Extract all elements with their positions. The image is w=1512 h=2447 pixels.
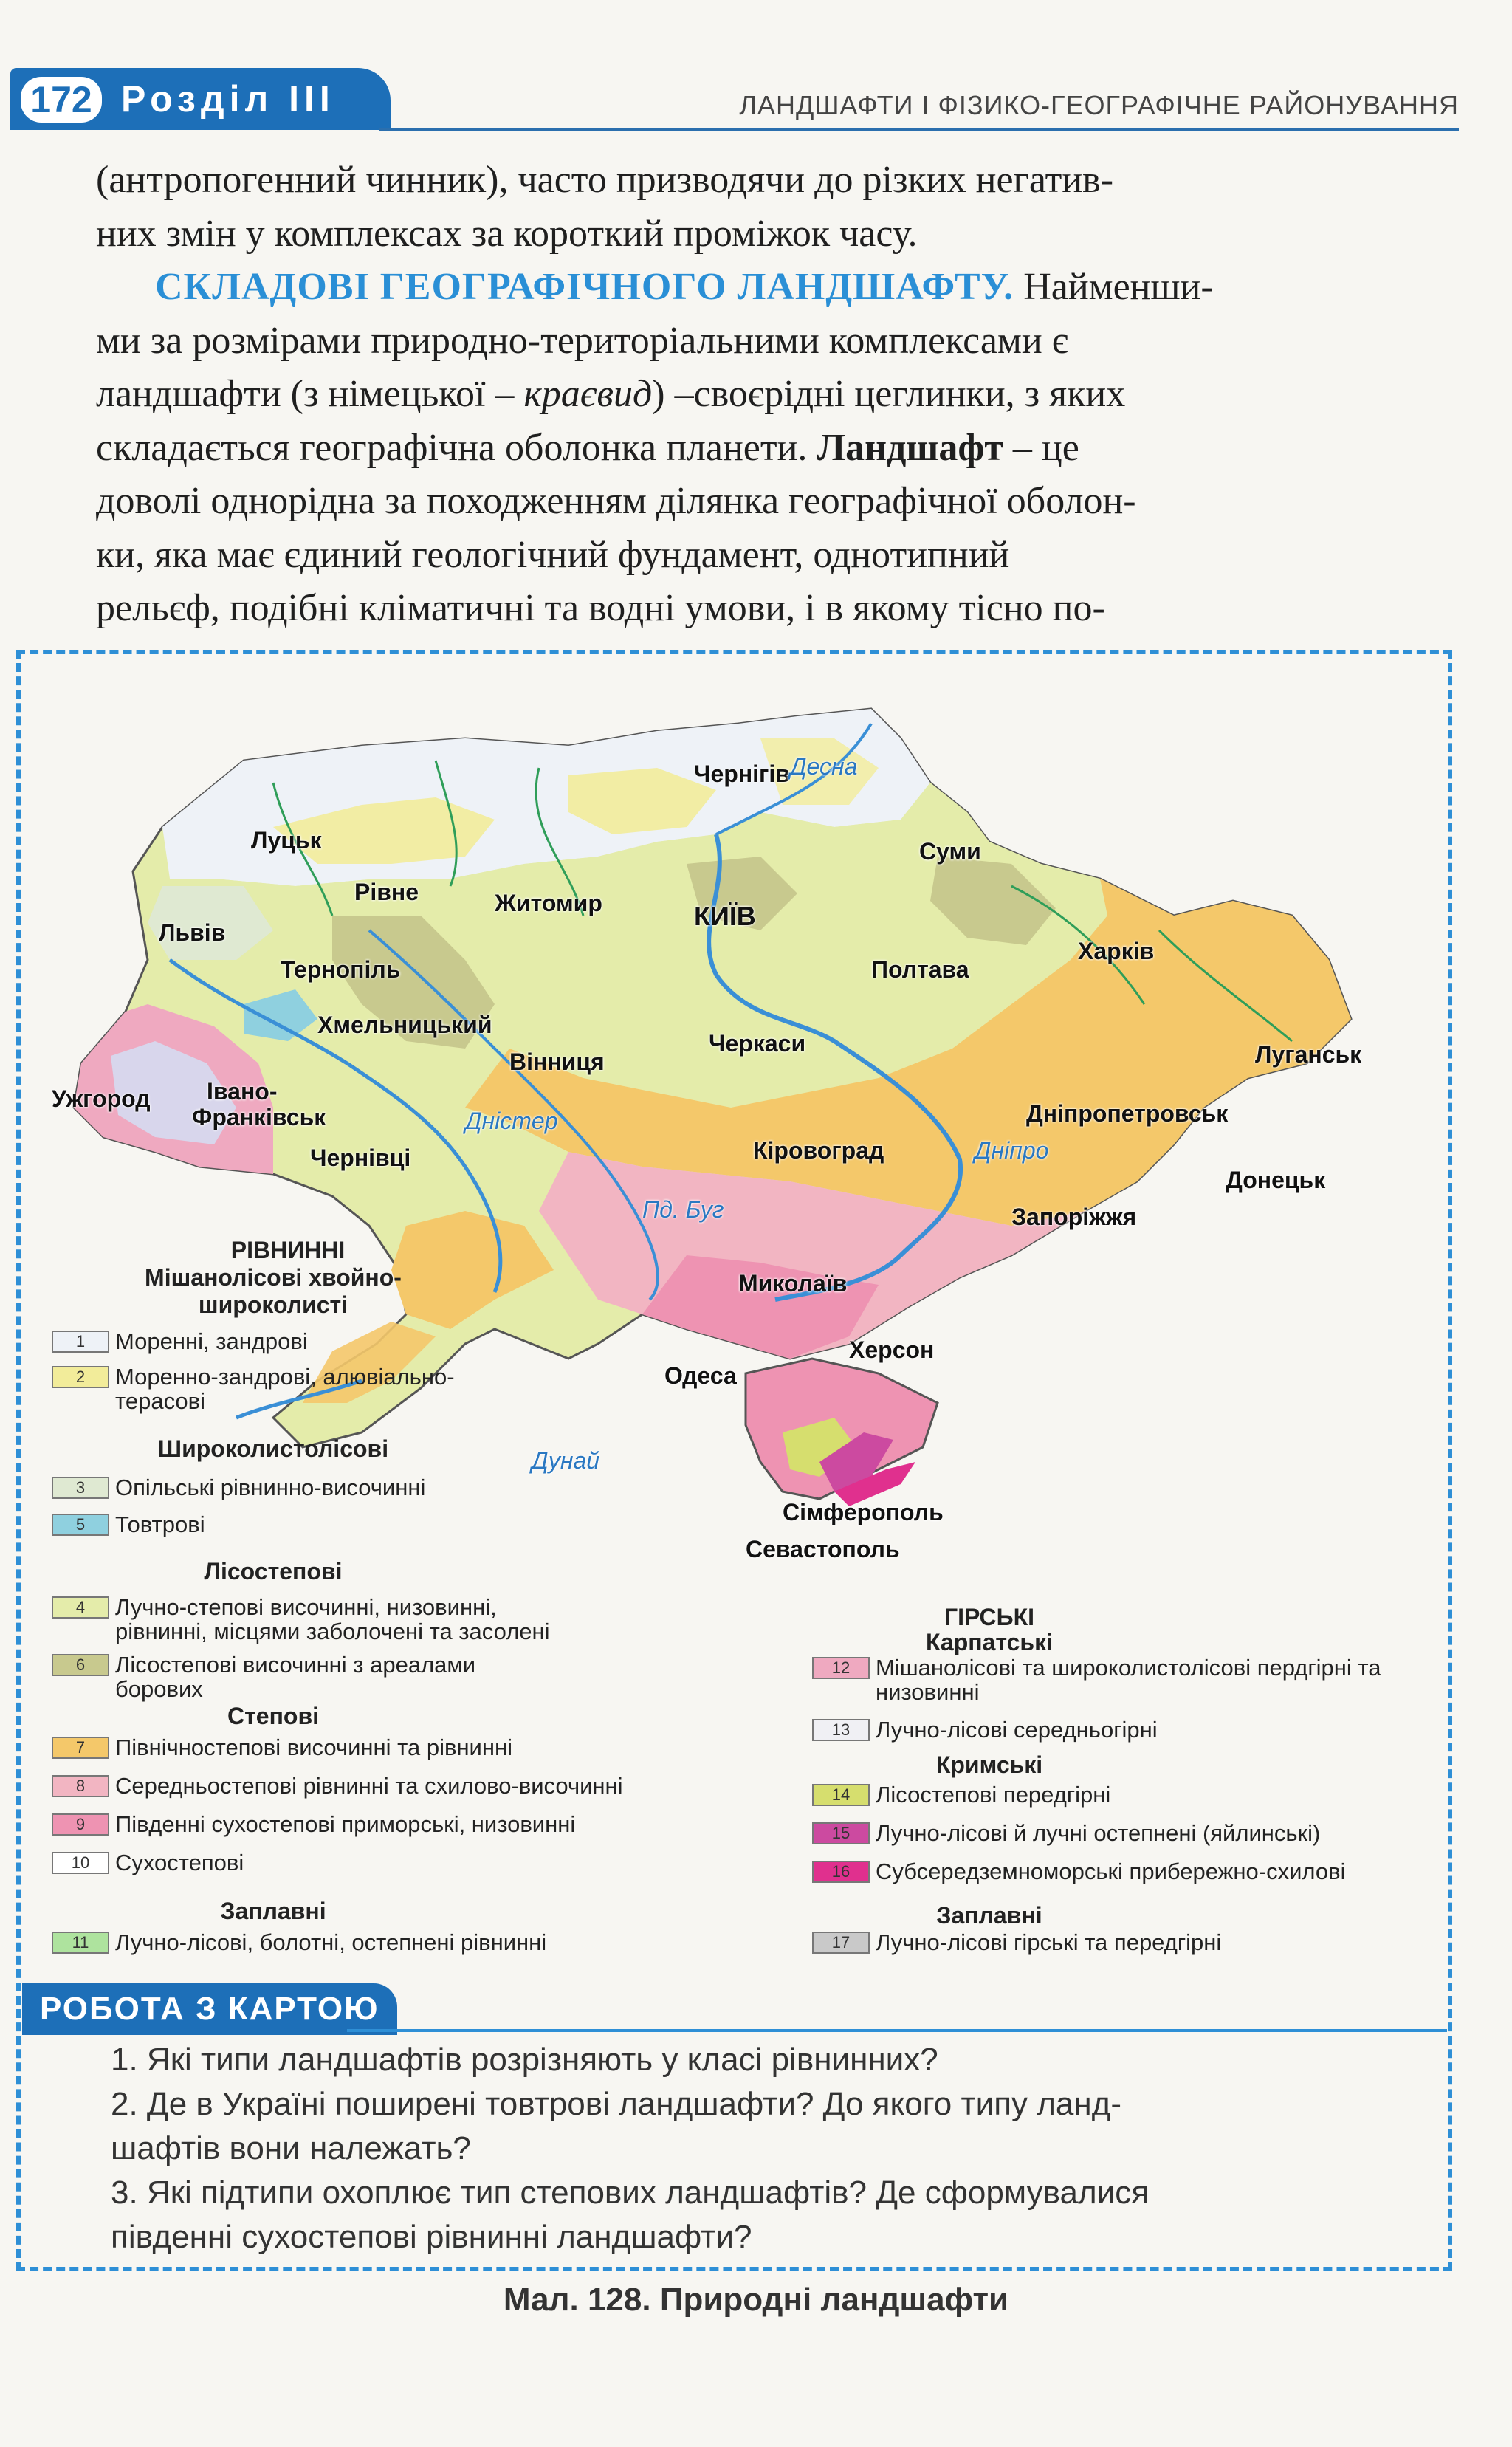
legend-plain-title: РІВНИННІ	[230, 1237, 346, 1263]
city-label: Черкаси	[709, 1030, 806, 1057]
legend-swatch: 16	[812, 1861, 870, 1883]
landscape-map	[52, 694, 1395, 1565]
legend-item	[52, 1475, 509, 1500]
legend-item	[52, 1595, 583, 1644]
city-label: Донецьк	[1226, 1167, 1326, 1193]
legend-swatch: 12	[812, 1657, 870, 1679]
legend-group-title: Степові	[227, 1703, 319, 1729]
text-line	[96, 368, 1454, 422]
legend-item	[52, 1653, 554, 1701]
city-label: Тернопіль	[281, 956, 401, 983]
city-label: Чернігів	[694, 761, 790, 787]
header-rule	[379, 128, 1459, 131]
legend-item	[52, 1329, 465, 1353]
city-label: Одеса	[664, 1362, 737, 1389]
city-label: Івано-	[207, 1078, 278, 1105]
text-line: рельєф, подібні кліматичні та водні умови, і в якому тісно по-	[96, 587, 1105, 629]
legend-label: Лучно-лісові середньогірні	[876, 1717, 1158, 1743]
section-heading: СКЛАДОВІ ГЕОГРАФІЧНОГО ЛАНДШАФТУ.	[155, 266, 1014, 308]
city-label: КИЇВ	[694, 901, 756, 931]
legend-label: Лучно-лісові, болотні, остепнені рівнинні	[115, 1929, 547, 1955]
city-label: Севастополь	[746, 1536, 900, 1562]
body-paragraph	[96, 154, 1454, 636]
question-3a: 3. Які підтипи охоплює тип степових ландшафтів? Де сформувалися	[111, 2175, 1150, 2211]
legend-swatch: 1	[52, 1331, 109, 1353]
city-label: Франківськ	[192, 1104, 326, 1130]
legend-swatch: 4	[52, 1596, 109, 1619]
river-label: Дніпро	[975, 1137, 1049, 1164]
chapter-title: ЛАНДШАФТИ І ФІЗИКО-ГЕОГРАФІЧНЕ РАЙОНУВАННЯ	[739, 90, 1459, 120]
legend-label: Сухостепові	[115, 1850, 244, 1875]
section-tab	[10, 68, 391, 130]
text-line: (антропогенний чинник), часто призводячи до різких негатив-	[96, 159, 1114, 201]
legend-mountain-title: ГІРСЬКІ	[944, 1604, 1035, 1630]
legend-label: Моренно-зандрові, алювіально-терасові	[115, 1364, 455, 1414]
legend-label: Лучно-степові височинні, низовинні, рівнинні, місцями заболочені та засолені	[115, 1594, 550, 1644]
legend-label: Лісостепові височинні з ареалами борових	[115, 1652, 476, 1702]
legend-item	[52, 1774, 716, 1798]
city-label: Львів	[159, 919, 226, 946]
legend-label: Товтрові	[115, 1511, 205, 1537]
legend-swatch: 6	[52, 1654, 109, 1676]
city-label: Луцьк	[251, 827, 322, 854]
city-label: Кіровоград	[753, 1137, 884, 1164]
work-with-map-title: РОБОТА З КАРТОЮ	[22, 1983, 397, 2035]
legend-group-title: Заплавні	[220, 1898, 326, 1924]
legend-item	[812, 1717, 1432, 1742]
legend-label: Лісостепові передгірні	[876, 1782, 1111, 1808]
legend-swatch: 2	[52, 1366, 109, 1388]
legend-label: Опільські рівнинно-височинні	[115, 1475, 426, 1500]
legend-label: Південні сухостепові приморські, низовинні	[115, 1811, 576, 1837]
legend-swatch: 15	[812, 1822, 870, 1844]
text-fragment: ландшафти (з німецької –	[96, 373, 524, 415]
city-label: Суми	[919, 838, 981, 865]
legend-swatch: 10	[52, 1852, 109, 1874]
legend-label: Мішанолісові та широколистолісові пердгірні та низовинні	[876, 1655, 1381, 1705]
city-label: Дніпропетровськ	[1026, 1100, 1228, 1127]
bold-term: Ландшафт	[817, 426, 1003, 469]
section-title: Розділ III	[121, 78, 335, 120]
text-fragment: – це	[1003, 426, 1079, 469]
city-label: Миколаїв	[738, 1270, 848, 1297]
city-label: Харків	[1078, 938, 1155, 964]
legend-item	[812, 1821, 1432, 1845]
text-fragment: Найменши-	[1014, 266, 1214, 308]
page-number: 172	[21, 77, 102, 123]
legend-label: Лучно-лісові гірські та передгірні	[876, 1929, 1222, 1955]
figure-caption: Мал. 128. Природні ландшафти	[503, 2282, 1009, 2318]
legend-group-title: Широколистолісові	[157, 1435, 389, 1462]
legend-label: Моренні, зандрові	[115, 1328, 308, 1354]
text-line: ки, яка має єдиний геологічний фундамент, однотипний	[96, 533, 1010, 576]
river-label: Десна	[790, 753, 858, 780]
legend-item	[52, 1365, 465, 1413]
city-label: Запоріжжя	[1011, 1204, 1137, 1230]
legend-item	[812, 1930, 1432, 1954]
legend-item	[812, 1859, 1432, 1884]
legend-label: Північностепові височинні та рівнинні	[115, 1734, 513, 1760]
italic-term: краєвид	[523, 373, 653, 415]
legend-group-title: Лісостепові	[204, 1558, 343, 1585]
river-label: Пд. Буг	[642, 1196, 724, 1223]
legend-item	[52, 1735, 628, 1760]
legend-swatch: 17	[812, 1932, 870, 1954]
question-1: 1. Які типи ландшафтів розрізняють у класі рівнинних?	[111, 2042, 938, 2078]
legend-item	[52, 1930, 672, 1954]
legend-item	[812, 1782, 1432, 1807]
city-label: Рівне	[354, 879, 419, 905]
text-line	[96, 261, 1454, 315]
legend-group-title: Мішанолісові хвойно-широколисті	[145, 1264, 402, 1318]
river-label: Дунай	[532, 1447, 600, 1474]
legend-swatch: 7	[52, 1737, 109, 1759]
city-label: Херсон	[849, 1336, 935, 1363]
city-label: Хмельницький	[317, 1012, 492, 1038]
legend-group-title: Заплавні	[936, 1902, 1042, 1929]
text-line	[96, 422, 1454, 476]
text-fragment: складається географічна оболонка планети.	[96, 426, 817, 469]
legend-label: Середньостепові рівнинні та схилово-височинні	[115, 1773, 623, 1799]
legend-swatch: 11	[52, 1932, 109, 1954]
legend-item	[52, 1812, 716, 1836]
city-label: Ужгород	[52, 1085, 151, 1112]
text-line: доволі однорідна за походженням ділянка географічної оболон-	[96, 480, 1136, 522]
legend-item	[52, 1850, 568, 1875]
question-2a: 2. Де в Україні поширені товтрові ландшафти? До якого типу ланд-	[111, 2086, 1122, 2122]
question-2b: шафтів вони належать?	[111, 2130, 471, 2166]
legend-group-title: Кримські	[935, 1751, 1043, 1778]
text-fragment: ) –своєрідні цеглинки, з яких	[652, 373, 1126, 415]
city-label: Сімферополь	[783, 1499, 944, 1525]
river-label: Дністер	[465, 1108, 558, 1134]
legend-swatch: 8	[52, 1775, 109, 1797]
legend-swatch: 3	[52, 1477, 109, 1499]
city-label: Луганськ	[1255, 1041, 1362, 1068]
city-label: Вінниця	[509, 1049, 605, 1075]
text-line: ми за розмірами природно-територіальними комплексами є	[96, 319, 1069, 362]
text-line: них змін у комплексах за короткий проміжок часу.	[96, 212, 918, 255]
legend-swatch: 13	[812, 1719, 870, 1741]
city-label: Чернівці	[310, 1144, 411, 1171]
legend-swatch: 5	[52, 1514, 109, 1536]
city-label: Полтава	[871, 956, 969, 983]
work-title-rule	[347, 2029, 1447, 2032]
legend-item	[52, 1512, 509, 1537]
legend-group-title: Карпатські	[925, 1629, 1053, 1655]
legend-swatch: 14	[812, 1784, 870, 1806]
question-3b: південні сухостепові рівнинні ландшафти?	[111, 2219, 752, 2255]
page-header	[10, 68, 1459, 137]
legend-swatch: 9	[52, 1813, 109, 1836]
legend-item	[812, 1655, 1432, 1704]
city-label: Житомир	[495, 890, 602, 916]
legend-label: Субсередземноморські прибережно-схилові	[876, 1859, 1346, 1884]
legend-label: Лучно-лісові й лучні остепнені (яйлинські)	[876, 1820, 1321, 1846]
